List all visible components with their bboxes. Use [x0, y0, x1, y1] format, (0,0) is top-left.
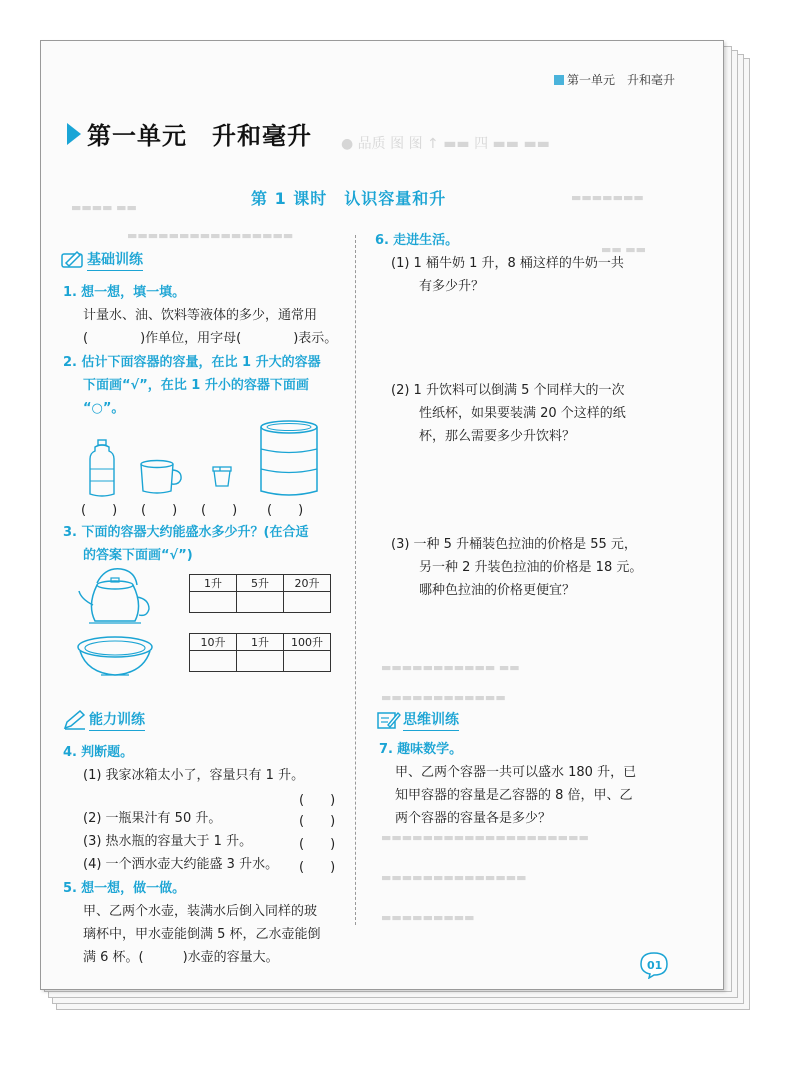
pencil-icon: [61, 250, 85, 270]
answer-cell[interactable]: [284, 592, 331, 613]
section-basic-label: 基础训练: [87, 249, 143, 271]
show-through-text: ▬▬▬▬▬▬▬▬▬▬▬▬▬▬▬▬: [127, 229, 294, 242]
answer-paren[interactable]: ( ): [299, 814, 336, 829]
options-table-basin: [189, 633, 331, 672]
section-ability-label: 能力训练: [89, 709, 145, 731]
show-through-text: ▬▬▬▬▬▬▬▬▬▬▬▬: [381, 691, 506, 704]
running-head: [554, 71, 675, 88]
question-title: 判断题。: [81, 745, 134, 760]
water-dispenser-bottle-image: [87, 439, 117, 499]
section-thinking-heading: [377, 709, 459, 731]
question-title: 想一想，填一填。: [81, 285, 186, 300]
kettle-image: [75, 565, 155, 627]
show-through-text: ▬▬▬▬▬▬▬: [571, 191, 644, 204]
question-5-line3: 满 6 杯。( )水壶的容量大。: [83, 950, 279, 965]
barrel-image: [259, 419, 319, 499]
option-cell: 1升: [190, 575, 237, 592]
answer-paren[interactable]: ( ): [141, 503, 178, 518]
section-ability-heading: [63, 709, 145, 731]
section-thinking-label: 思维训练: [403, 709, 459, 731]
answer-cell[interactable]: [237, 651, 284, 672]
show-through-text: ▬▬▬▬▬▬▬▬▬▬▬▬▬▬▬▬▬▬▬▬: [381, 831, 589, 844]
question-number: 5.: [63, 881, 77, 896]
question-6: [375, 229, 458, 252]
show-through-text: ▬▬▬▬▬▬▬▬▬: [381, 911, 475, 924]
question-5: [63, 877, 185, 900]
answer-paren[interactable]: ( ): [267, 503, 304, 518]
q1-text: )表示。: [293, 331, 338, 346]
q2-text: 估计下面容器的容量，在比 1 升大的容器: [81, 355, 321, 370]
question-number: 2.: [63, 355, 77, 370]
question-6-part2-line2: 性纸杯，如果要装满 20 个这样的纸: [419, 406, 626, 421]
answer-paren[interactable]: ( ): [81, 503, 118, 518]
page-number: 01: [647, 959, 663, 972]
show-through-text: ▬▬▬▬▬▬▬▬▬▬▬ ▬▬: [381, 661, 520, 674]
question-number: 7.: [379, 742, 393, 757]
question-7-line1: 甲、乙两个容器一共可以盛水 180 升，已: [395, 765, 637, 780]
question-4: [63, 741, 133, 764]
q1-text: )作单位，用字母(: [140, 331, 242, 346]
question-title: 想一想，做一做。: [81, 881, 186, 896]
question-title: 走进生活。: [393, 233, 459, 248]
question-number: 3.: [63, 525, 77, 540]
question-number: 6.: [375, 233, 389, 248]
triangle-icon: [67, 123, 81, 145]
option-cell: 5升: [237, 575, 284, 592]
question-6-part2-line3: 杯，那么需要多少升饮料？: [419, 429, 576, 444]
question-title: 趣味数学。: [397, 742, 463, 757]
judge-item-1: (1) 我家冰箱太小了，容量只有 1 升。: [83, 768, 305, 783]
question-6-part3-line2: 另一种 2 升装色拉油的价格是 18 元。: [419, 560, 643, 575]
option-cell: 10升: [190, 634, 237, 651]
question-3-line1: [63, 521, 308, 544]
question-7: [379, 738, 462, 761]
answer-cell[interactable]: [237, 592, 284, 613]
question-6-part3-line3: 哪种色拉油的价格更便宜？: [419, 583, 576, 598]
square-icon: [554, 75, 564, 85]
pen-icon: [63, 710, 87, 730]
paren-open: (: [83, 331, 89, 346]
question-3-line2: 的答案下面画“√”): [83, 548, 193, 563]
judge-item-3: (3) 热水瓶的容量大于 1 升。: [83, 834, 253, 849]
answer-paren[interactable]: ( ): [299, 837, 336, 852]
show-through-text: ▬▬▬▬ ▬▬: [71, 201, 137, 214]
show-through-text: ▬▬▬▬▬▬▬▬▬▬▬▬▬▬: [381, 871, 527, 884]
question-6-part1-line2: 有多少升？: [419, 279, 485, 294]
options-table-kettle: [189, 574, 331, 613]
question-2-line1: [63, 351, 321, 374]
question-number: 1.: [63, 285, 77, 300]
answer-cell[interactable]: [190, 592, 237, 613]
question-2-line3: “○”。: [83, 401, 125, 416]
running-head-text: 第一单元 升和毫升: [566, 73, 675, 87]
question-7-line3: 两个容器的容量各是多少？: [395, 811, 552, 826]
answer-cell[interactable]: [190, 651, 237, 672]
notebook-pen-icon: [377, 710, 401, 730]
question-5-line1: 甲、乙两个水壶，装满水后倒入同样的玻: [83, 904, 318, 919]
question-5-line2: 璃杯中，甲水壶能倒满 5 杯，乙水壶能倒: [83, 927, 321, 942]
option-cell: 1升: [237, 634, 284, 651]
answer-paren[interactable]: ( ): [299, 860, 336, 875]
mug-image: [139, 459, 183, 495]
question-number: 4.: [63, 745, 77, 760]
option-cell: 100升: [284, 634, 331, 651]
q3-text: 下面的容器大约能盛水多少升？(在合适: [81, 525, 309, 540]
lesson-title: 第 1 课时 认识容量和升: [251, 189, 447, 208]
column-divider: [355, 235, 356, 925]
small-cup-image: [211, 465, 235, 489]
question-1-line2: [83, 327, 337, 350]
question-6-part1-line1: (1) 1 桶牛奶 1 升，8 桶这样的牛奶一共: [391, 256, 624, 271]
judge-item-2: (2) 一瓶果汁有 50 升。: [83, 811, 222, 826]
question-6-part2-line1: (2) 1 升饮料可以倒满 5 个同样大的一次: [391, 383, 625, 398]
show-through-text: ● 品质 图 图 ↑ ▬▬ 四 ▬▬ ▬▬: [341, 136, 550, 152]
answer-paren[interactable]: ( ): [201, 503, 238, 518]
basin-image: [75, 635, 155, 679]
unit-title-text: 第一单元 升和毫升: [87, 122, 312, 150]
unit-title: [67, 116, 312, 151]
question-6-part3-line1: (3) 一种 5 升桶装色拉油的价格是 55 元，: [391, 537, 637, 552]
question-1: [63, 281, 185, 304]
show-through-text: ▬▬ ▬▬: [601, 243, 647, 256]
question-7-line2: 知甲容器的容量是乙容器的 8 倍，甲、乙: [395, 788, 633, 803]
question-1-line1: 计量水、油、饮料等液体的多少，通常用: [83, 308, 318, 323]
section-basic-heading: [61, 249, 143, 271]
workbook-page: [40, 40, 724, 990]
judge-item-4: (4) 一个洒水壶大约能盛 3 升水。: [83, 857, 279, 872]
question-2-line2: 下面画“√”，在比 1 升小的容器下面画: [83, 378, 309, 393]
answer-paren[interactable]: ( ): [299, 793, 336, 808]
option-cell: 20升: [284, 575, 331, 592]
answer-cell[interactable]: [284, 651, 331, 672]
